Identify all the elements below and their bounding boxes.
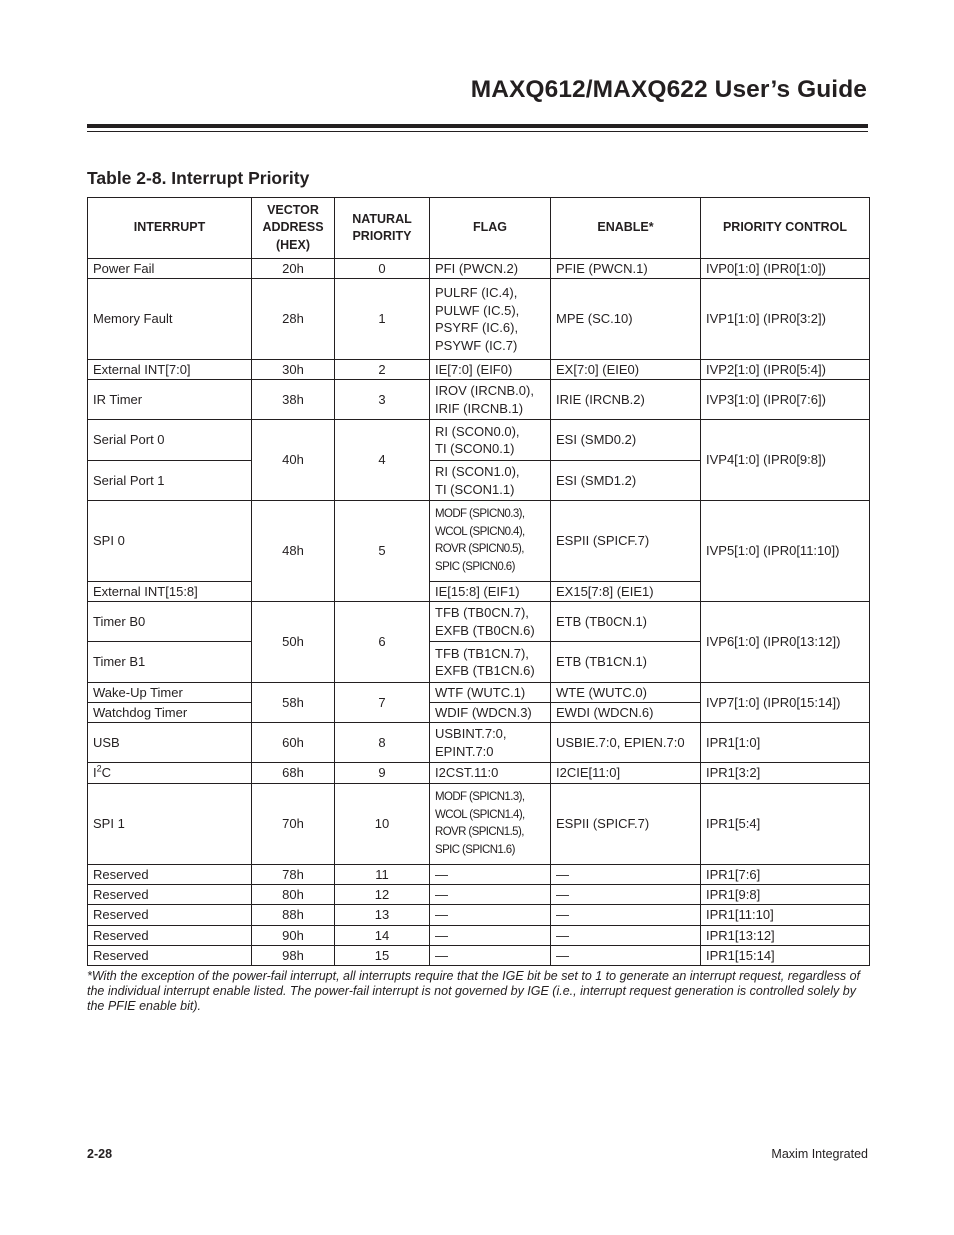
enable-cell: ESI (SMD0.2)	[551, 420, 701, 461]
vector-cell: 70h	[252, 784, 335, 865]
interrupt-cell: External INT[15:8]	[88, 582, 252, 602]
table-row	[88, 501, 870, 582]
flag-cell: PFI (PWCN.2)	[430, 259, 551, 279]
col-header-interrupt: INTERRUPT	[88, 198, 252, 259]
enable-cell: ETB (TB1CN.1)	[551, 642, 701, 683]
flag-cell: WDIF (WDCN.3)	[430, 703, 551, 723]
priority-control-cell: IVP3[1:0] (IPR0[7:6])	[701, 380, 870, 420]
table-row	[88, 946, 870, 966]
priority-control-cell: IVP7[1:0] (IPR0[15:14])	[701, 683, 870, 723]
priority-cell: 12	[335, 885, 430, 905]
priority-cell: 15	[335, 946, 430, 966]
interrupt-cell: Serial Port 1	[88, 461, 252, 501]
priority-control-cell: IPR1[9:8]	[701, 885, 870, 905]
priority-control-cell: IPR1[5:4]	[701, 784, 870, 865]
flag-cell: —	[430, 885, 551, 905]
table-row	[88, 683, 870, 703]
interrupt-cell: Timer B1	[88, 642, 252, 683]
enable-cell: —	[551, 905, 701, 926]
priority-cell: 10	[335, 784, 430, 865]
interrupt-cell: Wake-Up Timer	[88, 683, 252, 703]
page-number: 2-28	[87, 1147, 113, 1161]
table-row	[88, 926, 870, 946]
enable-cell: —	[551, 926, 701, 946]
vector-cell: 48h	[252, 501, 335, 602]
vector-cell: 40h	[252, 420, 335, 501]
priority-cell: 2	[335, 360, 430, 380]
flag-cell: MODF (SPICN1.3), WCOL (SPICN1.4), ROVR (SPICN1.5), SPIC (SPICN1.6)	[430, 784, 551, 865]
flag-cell: —	[430, 865, 551, 885]
interrupt-cell: Serial Port 0	[88, 420, 252, 461]
interrupt-cell: Watchdog Timer	[88, 703, 252, 723]
vector-cell: 60h	[252, 723, 335, 763]
enable-cell: —	[551, 865, 701, 885]
interrupt-cell: SPI 0	[88, 501, 252, 582]
header-rule-thin	[87, 131, 868, 132]
priority-cell: 0	[335, 259, 430, 279]
flag-cell: IE[15:8] (EIF1)	[430, 582, 551, 602]
enable-cell: ESPII (SPICF.7)	[551, 501, 701, 582]
table-footnote: *With the exception of the power-fail interrupt, all interrupts require that the IGE bit be set to 1 to generate an interrupt request, regardless of the individual interrupt enable listed. The power-fail interrupt is not governed by IGE (i.e., interrupt request generation is controlled solely by the PFIE enable bit).	[87, 969, 861, 1013]
enable-cell: ETB (TB0CN.1)	[551, 602, 701, 642]
enable-cell: IRIE (IRCNB.2)	[551, 380, 701, 420]
enable-cell: PFIE (PWCN.1)	[551, 259, 701, 279]
table-row	[88, 763, 870, 784]
enable-cell: EX15[7:8] (EIE1)	[551, 582, 701, 602]
vector-cell: 28h	[252, 279, 335, 360]
vector-cell: 88h	[252, 905, 335, 926]
priority-control-cell: IVP0[1:0] (IPR0[1:0])	[701, 259, 870, 279]
priority-cell: 8	[335, 723, 430, 763]
interrupt-cell: SPI 1	[88, 784, 252, 865]
priority-control-cell: IPR1[1:0]	[701, 723, 870, 763]
interrupt-cell: External INT[7:0]	[88, 360, 252, 380]
priority-cell: 4	[335, 420, 430, 501]
interrupt-cell: Reserved	[88, 905, 252, 926]
priority-control-cell: IVP4[1:0] (IPR0[9:8])	[701, 420, 870, 501]
interrupt-cell: Power Fail	[88, 259, 252, 279]
flag-cell: IROV (IRCNB.0), IRIF (IRCNB.1)	[430, 380, 551, 420]
col-header-natural-priority: NATURAL PRIORITY	[335, 198, 430, 259]
interrupt-cell: IR Timer	[88, 380, 252, 420]
enable-cell: ESPII (SPICF.7)	[551, 784, 701, 865]
company-name: Maxim Integrated	[771, 1147, 868, 1161]
priority-cell: 9	[335, 763, 430, 784]
table-row	[88, 865, 870, 885]
table-row	[88, 784, 870, 865]
priority-cell: 7	[335, 683, 430, 723]
table-row	[88, 420, 870, 461]
col-header-flag: FLAG	[430, 198, 551, 259]
table-row	[88, 602, 870, 642]
table-row	[88, 380, 870, 420]
col-header-enable: ENABLE*	[551, 198, 701, 259]
vector-cell: 90h	[252, 926, 335, 946]
priority-control-cell: IPR1[3:2]	[701, 763, 870, 784]
priority-control-cell: IPR1[11:10]	[701, 905, 870, 926]
table-row	[88, 279, 870, 360]
priority-cell: 5	[335, 501, 430, 602]
enable-cell: WTE (WUTC.0)	[551, 683, 701, 703]
priority-cell: 11	[335, 865, 430, 885]
interrupt-cell: Reserved	[88, 946, 252, 966]
table-row	[88, 360, 870, 380]
flag-cell: PULRF (IC.4), PULWF (IC.5), PSYRF (IC.6), PSYWF (IC.7)	[430, 279, 551, 360]
priority-cell: 3	[335, 380, 430, 420]
priority-control-cell: IPR1[7:6]	[701, 865, 870, 885]
enable-cell: I2CIE[11:0]	[551, 763, 701, 784]
table-row	[88, 905, 870, 926]
vector-cell: 98h	[252, 946, 335, 966]
priority-control-cell: IPR1[15:14]	[701, 946, 870, 966]
priority-cell: 14	[335, 926, 430, 946]
vector-cell: 80h	[252, 885, 335, 905]
enable-cell: —	[551, 885, 701, 905]
document-title: MAXQ612/MAXQ622 User’s Guide	[470, 76, 867, 103]
table-row	[88, 885, 870, 905]
priority-cell: 1	[335, 279, 430, 360]
interrupt-cell: $I^2C$	[88, 763, 252, 784]
priority-control-cell: IVP2[1:0] (IPR0[5:4])	[701, 360, 870, 380]
enable-cell: MPE (SC.10)	[551, 279, 701, 360]
col-header-vector-address: VECTOR ADDRESS (HEX)	[252, 198, 335, 259]
enable-cell: —	[551, 946, 701, 966]
flag-cell: MODF (SPICN0.3), WCOL (SPICN0.4), ROVR (SPICN0.5), SPIC (SPICN0.6)	[430, 501, 551, 582]
flag-cell: RI (SCON1.0), TI (SCON1.1)	[430, 461, 551, 501]
enable-cell: EX[7:0] (EIE0)	[551, 360, 701, 380]
table-title: Table 2-8. Interrupt Priority	[87, 168, 310, 188]
interrupt-cell: Reserved	[88, 926, 252, 946]
interrupt-priority-table	[87, 197, 870, 966]
interrupt-cell: Reserved	[88, 865, 252, 885]
header-rule-thick	[87, 124, 868, 128]
flag-cell: I2CST.11:0	[430, 763, 551, 784]
flag-cell: IE[7:0] (EIF0)	[430, 360, 551, 380]
table-row	[88, 723, 870, 763]
vector-cell: 30h	[252, 360, 335, 380]
table-header-row	[88, 198, 870, 259]
priority-control-cell: IVP6[1:0] (IPR0[13:12])	[701, 602, 870, 683]
enable-cell: USBIE.7:0, EPIEN.7:0	[551, 723, 701, 763]
table-row	[88, 259, 870, 279]
col-header-priority-control: PRIORITY CONTROL	[701, 198, 870, 259]
interrupt-cell: USB	[88, 723, 252, 763]
flag-cell: —	[430, 946, 551, 966]
flag-cell: TFB (TB0CN.7), EXFB (TB0CN.6)	[430, 602, 551, 642]
vector-cell: 50h	[252, 602, 335, 683]
vector-cell: 78h	[252, 865, 335, 885]
enable-cell: EWDI (WDCN.6)	[551, 703, 701, 723]
vector-cell: 38h	[252, 380, 335, 420]
priority-cell: 13	[335, 905, 430, 926]
flag-cell: —	[430, 905, 551, 926]
interrupt-cell: Timer B0	[88, 602, 252, 642]
vector-cell: 20h	[252, 259, 335, 279]
flag-cell: RI (SCON0.0), TI (SCON0.1)	[430, 420, 551, 461]
priority-control-cell: IPR1[13:12]	[701, 926, 870, 946]
vector-cell: 68h	[252, 763, 335, 784]
flag-cell: USBINT.7:0, EPINT.7:0	[430, 723, 551, 763]
interrupt-cell: Memory Fault	[88, 279, 252, 360]
flag-cell: WTF (WUTC.1)	[430, 683, 551, 703]
priority-control-cell: IVP5[1:0] (IPR0[11:10])	[701, 501, 870, 602]
flag-cell: TFB (TB1CN.7), EXFB (TB1CN.6)	[430, 642, 551, 683]
flag-cell: —	[430, 926, 551, 946]
vector-cell: 58h	[252, 683, 335, 723]
interrupt-cell: Reserved	[88, 885, 252, 905]
priority-control-cell: IVP1[1:0] (IPR0[3:2])	[701, 279, 870, 360]
priority-cell: 6	[335, 602, 430, 683]
enable-cell: ESI (SMD1.2)	[551, 461, 701, 501]
